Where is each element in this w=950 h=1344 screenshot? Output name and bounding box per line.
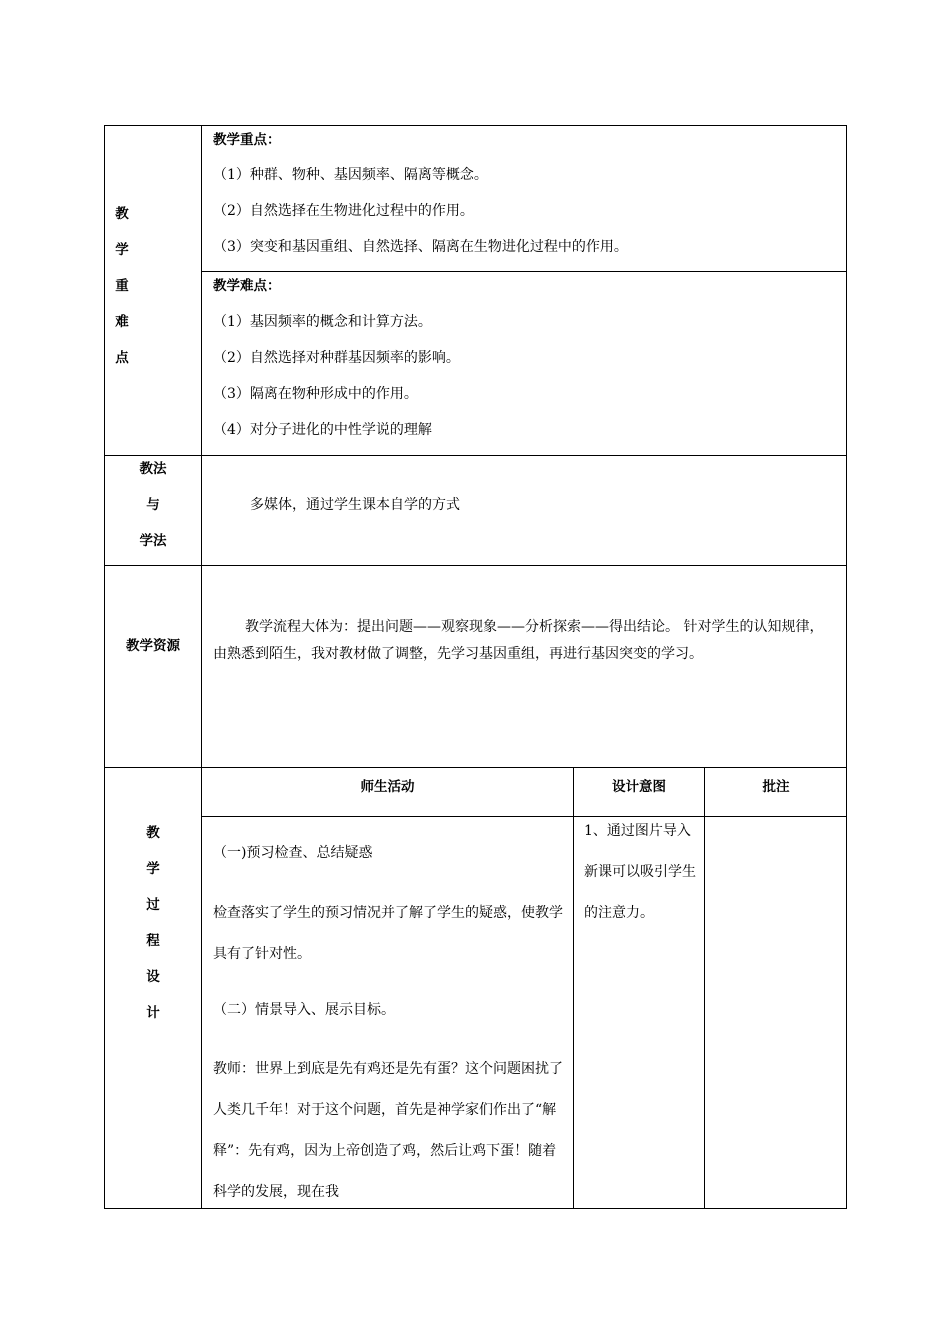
rule-keypoints-methods xyxy=(105,455,847,456)
label-char: 教 xyxy=(146,825,160,841)
rule-process-header xyxy=(202,816,847,817)
focus-item: （3）突变和基因重组、自然选择、隔离在生物进化过程中的作用。 xyxy=(213,239,628,255)
focus-item: （1）种群、物种、基因频率、隔离等概念。 xyxy=(213,167,488,183)
resources-label: 教学资源 xyxy=(126,638,180,654)
rule-label-column xyxy=(201,126,202,1209)
label-char: 重 xyxy=(115,278,129,294)
label-char: 教 xyxy=(115,206,129,222)
activity-section: 检查落实了学生的预习情况并了解了学生的疑惑，使教学具有了针对性。 xyxy=(213,905,563,962)
activity-section: （二）情景导入、展示目标。 xyxy=(213,1002,395,1018)
difficulty-item: （2）自然选择对种群基因频率的影响。 xyxy=(213,350,460,366)
label-char: 学 xyxy=(146,861,160,877)
methods-label-line: 教法 xyxy=(139,461,167,477)
difficulty-item: （4）对分子进化的中性学说的理解 xyxy=(213,422,432,438)
focus-heading: 教学重点： xyxy=(213,132,281,148)
header-intent: 设计意图 xyxy=(612,779,666,795)
label-char: 难 xyxy=(115,314,129,330)
intent-text: 1、通过图片导入新课可以吸引学生的注意力。 xyxy=(584,823,696,921)
focus-item: （2）自然选择在生物进化过程中的作用。 xyxy=(213,203,474,219)
lesson-plan-table xyxy=(104,125,847,1209)
label-char: 学 xyxy=(115,242,129,258)
rule-methods-resources xyxy=(105,565,847,566)
activity-section: 教师：世界上到底是先有鸡还是先有蛋？这个问题困扰了人类几千年！对于这个问题，首先是神学家们作出了“解释”：先有鸡，因为上帝创造了鸡，然后让鸡下蛋！随着科学的发展，现在我 xyxy=(213,1061,563,1200)
rule-intent-annotation xyxy=(704,767,705,1209)
header-activity: 师生活动 xyxy=(360,779,415,795)
label-char: 设 xyxy=(146,969,160,985)
methods-label-line: 与 xyxy=(146,497,160,513)
resources-content: 教学流程大体为：提出问题——观察现象——分析探索——得出结论。 针对学生的认知规律，由熟悉到陌生，我对教材做了调整，先学习基因重组，再进行基因突变的学习。 xyxy=(213,619,824,662)
methods-content: 多媒体，通过学生课本自学的方式 xyxy=(250,497,460,513)
key-points-label xyxy=(107,204,137,384)
label-char: 点 xyxy=(115,350,129,366)
difficulty-heading: 教学难点： xyxy=(213,278,281,294)
label-char: 过 xyxy=(146,897,160,913)
activity-section: （一)预习检查、总结疑惑 xyxy=(213,845,373,861)
header-annotation: 批注 xyxy=(762,779,790,795)
difficulty-item: （1）基因频率的概念和计算方法。 xyxy=(213,314,432,330)
label-char: 计 xyxy=(146,1005,160,1021)
process-label xyxy=(138,823,168,1039)
rule-resources-process xyxy=(105,767,847,768)
methods-label-line: 学法 xyxy=(139,533,167,549)
rule-activity-intent xyxy=(573,767,574,1209)
label-char: 程 xyxy=(146,933,160,949)
rule-focus-difficulty xyxy=(202,271,847,272)
difficulty-item: （3）隔离在物种形成中的作用。 xyxy=(213,386,418,402)
